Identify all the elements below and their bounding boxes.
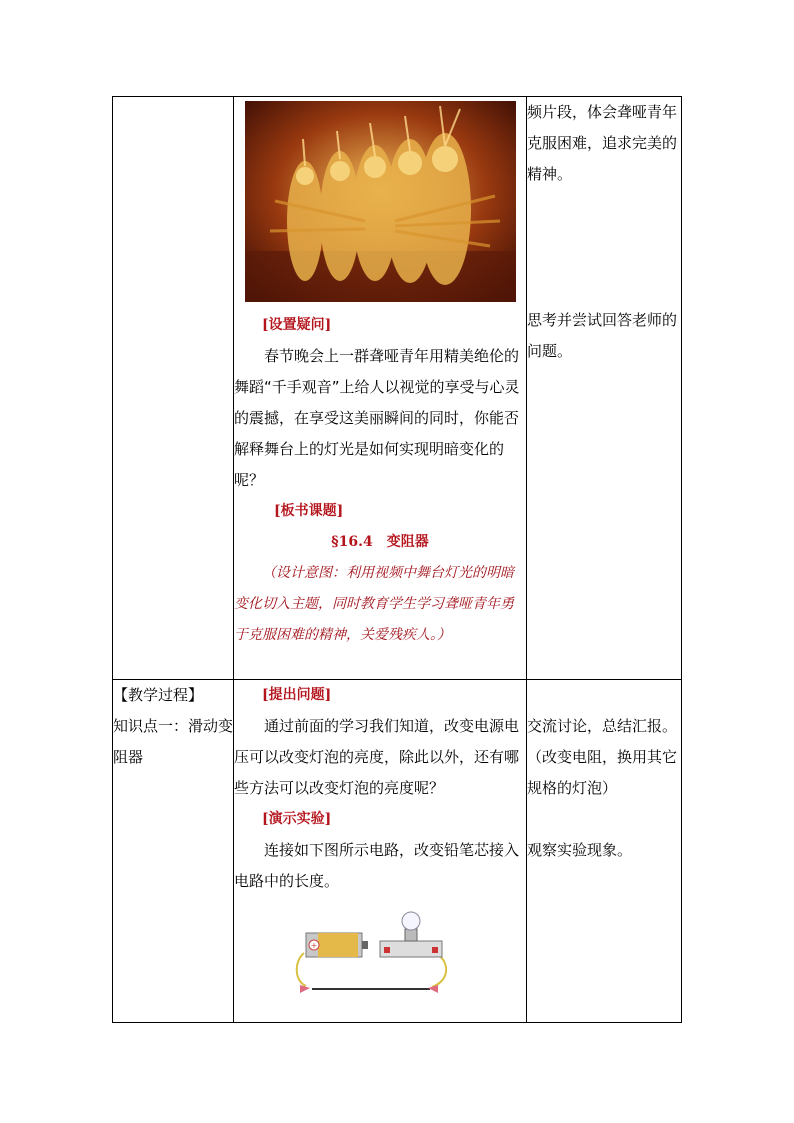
lesson-title: §16.4 变阻器: [331, 534, 429, 550]
raise-question-paragraph: 通过前面的学习我们知道，改变电源电压可以改变灯泡的亮度，除此以外，还有哪些方法可以改变灯泡的亮度呢？: [234, 717, 520, 797]
heading-question: [设置疑问]: [262, 317, 332, 333]
question-paragraph: 春节晚会上一群聋哑青年用精美绝伦的舞蹈“千手观音”上给人以视觉的享受与心灵的震撼，在享受这美丽瞬间的同时，你能否解释舞台上的灯光是如何实现明暗变化的呢？: [234, 347, 520, 489]
row2-left-cell: [113, 680, 234, 1023]
heading-board: [板书课题]: [274, 503, 344, 519]
svg-text:+: +: [310, 941, 318, 950]
table-row: [113, 680, 682, 1023]
observe-text: 观察实验现象。: [527, 841, 633, 859]
row1-content-cell: [234, 97, 527, 680]
activity-text-bottom: 思考并尝试回答老师的问题。: [527, 311, 678, 360]
circuit-diagram-icon: [292, 911, 452, 1003]
section-heading: 【教学过程】: [113, 686, 204, 704]
row2-activity-cell: [527, 680, 682, 1023]
heading-raise-question: [提出问题]: [262, 687, 332, 703]
discussion-text: 交流讨论，总结汇报。（改变电阻，换用其它规格的灯泡）: [527, 717, 678, 797]
dance-photo: [245, 101, 516, 302]
heading-demo: [演示实验]: [262, 811, 332, 827]
row2-content-cell: [234, 680, 527, 1023]
row1-activity-cell: [527, 97, 682, 680]
design-intent: （设计意图：利用视频中舞台灯光的明暗变化切入主题，同时教育学生学习聋哑青年勇于克服困难的精神，关爱残疾人。）: [234, 565, 514, 643]
lesson-plan-table: [112, 96, 682, 1023]
table-row: [113, 97, 682, 680]
knowledge-point: 知识点一：滑动变阻器: [113, 717, 234, 766]
demo-paragraph: 连接如下图所示电路，改变铅笔芯接入电路中的长度。: [234, 841, 520, 890]
row1-left-cell: [113, 97, 234, 680]
activity-text-top: 频片段，体会聋哑青年克服困难，追求完美的精神。: [527, 103, 678, 183]
